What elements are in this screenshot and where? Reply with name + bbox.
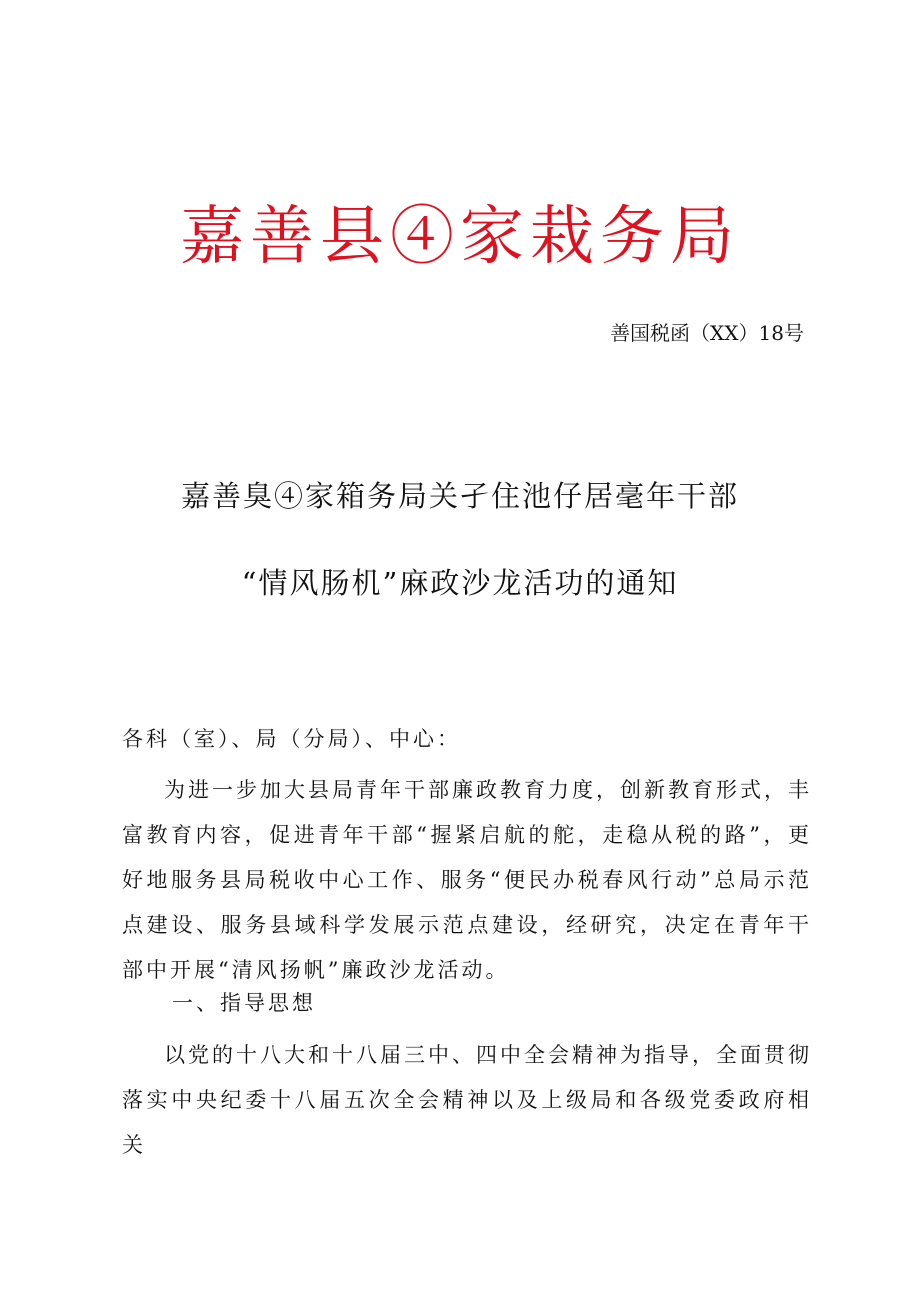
notice-title-line-1: 嘉善臭④家箱务局关孑住池仔居毫年干部: [180, 479, 739, 513]
body-paragraph-2: 以党的十八大和十八届三中、四中全会精神为指导，全面贯彻落实中央纪委十八届五次全会精神以及上级局和各级党委政府相关: [122, 1043, 812, 1157]
section-heading-guiding-ideology: 一、指导思想: [172, 991, 316, 1015]
notice-title-line-2: “情风肠机”麻政沙龙活功的通知: [241, 566, 679, 600]
body-paragraph-1: 为进一步加大县局青年干部廉政教育力度，创新教育形式，丰富教育内容，促进青年干部“握紧启航的舵，走稳从税的路”，更好地服务县局税收中心工作、服务“便民办税春风行动”总局示范点建设、服务县域科学发展示范点建设，经研究，决定在青年干部中开展“清风扬帆”廉政沙龙活动。: [122, 778, 812, 982]
salutation: 各科（室）、局（分局）、中心：: [122, 727, 461, 751]
document-number: 善国税函（XX）18号: [610, 321, 804, 345]
letterhead-title: 嘉善县④家栽务局: [180, 200, 740, 274]
